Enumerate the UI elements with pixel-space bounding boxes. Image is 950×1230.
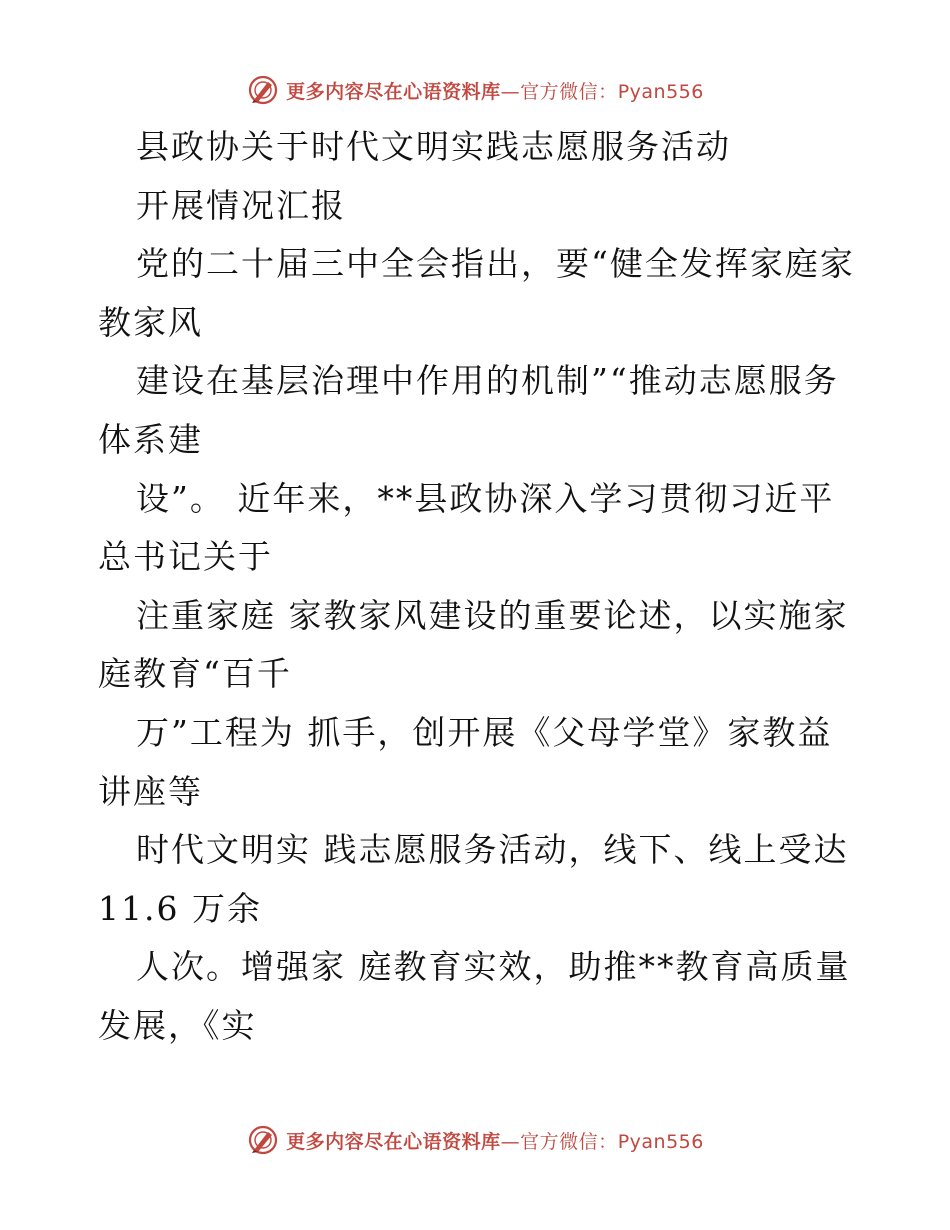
banner-contact-id: Pyan556 <box>617 1130 704 1153</box>
paragraph-line: 人次。增强家 庭教育实效，助推**教育高质量 <box>136 947 851 987</box>
paragraph-line: 时代文明实 践志愿服务活动，线下、线上受达 <box>136 830 849 870</box>
pen-nib-circle-icon <box>246 1123 280 1157</box>
paragraph-line: 教家风 <box>98 302 203 342</box>
paragraph-line: 11.6 万余 <box>98 888 262 928</box>
pen-nib-circle-icon <box>246 73 280 107</box>
paragraph-line: 庭教育“百千 <box>98 654 292 694</box>
doc-title-line-2: 开展情况汇报 <box>136 185 346 225</box>
banner-dash: — <box>500 1130 521 1153</box>
banner-site-name: 更多内容尽在心语资料库 <box>286 80 501 103</box>
paragraph-line: 党的二十届三中全会指出，要“健全发挥家庭家 <box>136 244 855 284</box>
paragraph-line: 体系建 <box>98 419 203 459</box>
paragraph-line: 建设在基层治理中作用的机制”“推动志愿服务 <box>136 361 839 401</box>
paragraph-line: 总书记关于 <box>98 537 273 577</box>
banner-site-name: 更多内容尽在心语资料库 <box>286 1130 501 1153</box>
banner-text <box>286 77 704 104</box>
paragraph-line: 设”。 近年来，**县政协深入学习贯彻习近平 <box>136 478 835 518</box>
paragraph-line: 讲座等 <box>98 771 203 811</box>
banner-contact-label: 官方微信： <box>520 80 618 103</box>
banner-contact-id: Pyan556 <box>617 80 704 103</box>
paragraph-line: 万”工程为 抓手，创开展《父母学堂》家教益 <box>136 712 833 752</box>
doc-title-line-1: 县政协关于时代文明实践志愿服务活动 <box>136 127 731 166</box>
footer-banner <box>0 1120 950 1160</box>
paragraph-line: 注重家庭 家教家风建设的重要论述，以实施家 <box>136 595 849 635</box>
banner-text <box>286 1127 704 1154</box>
banner-dash: — <box>500 80 521 103</box>
banner-contact-label: 官方微信： <box>520 1130 618 1153</box>
document-body <box>98 118 878 1056</box>
paragraph-line: 发展，《实 <box>98 1005 257 1045</box>
header-banner <box>0 70 950 110</box>
